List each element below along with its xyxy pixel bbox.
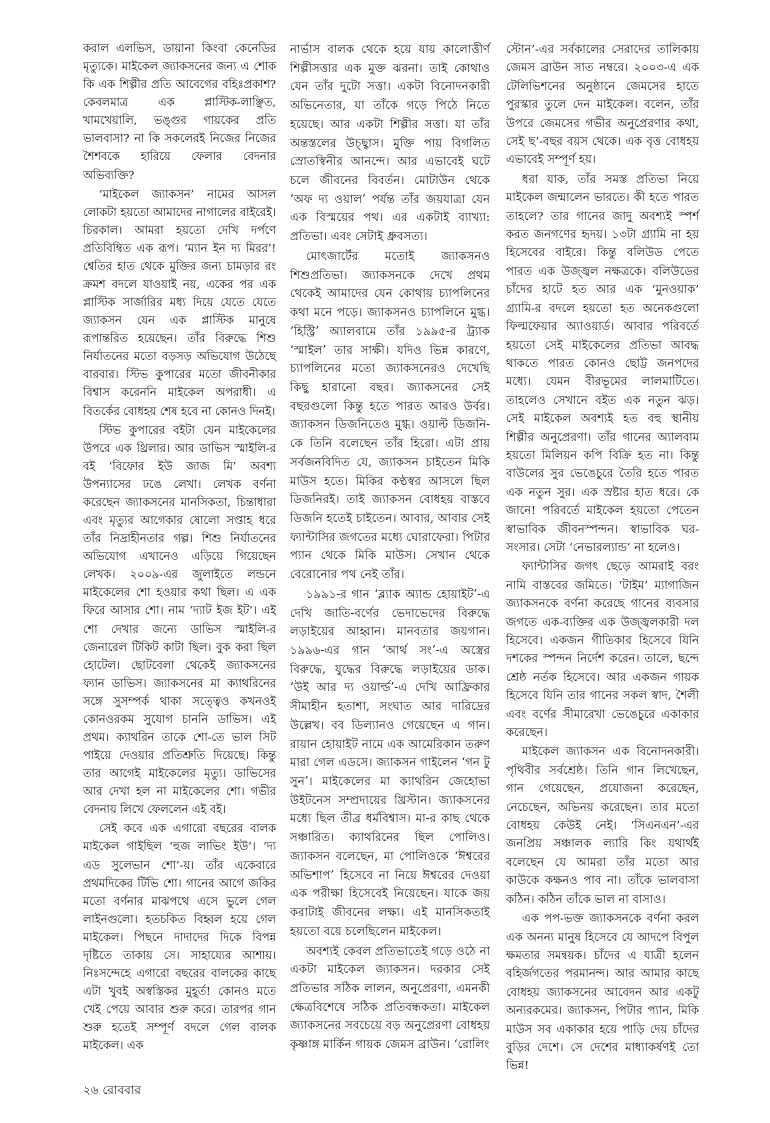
magazine-name: রোববার [102, 1083, 141, 1097]
paragraph: ধরা যাক, তাঁর সমস্ত প্রতিভা নিয়ে মাইকেল জন্মালেন ভারতে। কী হতে পারত তাহলে? তার গানের জাদু অবশ্যই স্পর্শ করত জনগণের হৃদয়। ১৩টা গ্র্যামি না হয় হিসেবের বাইরে। কিন্তু বলিউড পেতে পারত এক উজ্জ্বল নক্ষত্রকে। বলিউডের চাঁদের হাটে হত আর এক ‘মুনওয়াক’ গ্র্যামি-র বদলে হয়তো হত অনেকগুলো ফিল্মফেয়ার অ্যাওয়ার্ড। আবার পরিবর্তে হয়তো সেই মাইকেলের প্রতিভা আবদ্ধ থাকতে পারত কোনও ছোট্ট জনপদের মধ্যে। যেমন বীরভূমের লালমাটিতে। তাহলেও সেখানে বইত এক নতুন ঝড়। সেই মাইকেল অবশ্যই হত বহু স্থানীয় শিল্পীর অনুপ্রেরণা। তাঁর গানের অ্যালবাম হয়তো মিলিয়ন কপি বিক্রি হত না। কিন্তু বাউলের সুর ভেঙেচুরে তৈরি হতে পারত এক নতুন সুর। এক স্রষ্টার হাত ধরে। কে জানে! পরিবর্তে মাইকেল হয়তো পেতেন স্বাভাবিক জীবনস্পন্দন। স্বাভাবিক ঘর-সংসার। সেটা ‘নেভারল্যান্ড’ না হলেও। [506, 171, 699, 554]
paragraph: সেই কবে এক এগারো বছরের বালক মাইকেল গাইছিল ‘হুজ লাভিং ইউ’। ‘দ্য এড সুলেভান শো’-য়। তাঁর একেবারে প্রথমদিকের টিভি শো। গানের আগে জকির মতো বর্ণনার মাঝপথে এসে ভুলে গেল লাইনগুলো। হতচকিত বিহ্বল হয়ে গেল মাইকেল। পিছনে দাদাদের দিকে বিপন্ন দৃষ্টিতে তাকায় সে। সাহায্যের আশায়। নিঃসন্দেহে এগারো বছরের বালকের কাছে এটা খুবই অস্বস্তিকর মুহূর্ত! কোনও মতে খেই পেয়ে আবার শুরু করে। তারপর গান শুরু হতেই সম্পূর্ণ বদলে গেল বালক মাইকেল। এক [83, 822, 276, 1053]
paragraph: স্টোন’-এর সর্বকালের সেরাদের তালিকায় জেমস ব্রাউন সাত নম্বরে। ২০০৩-এ এক টেলিভিশনের অনুষ্ঠানে জেমসের হাতে পুরস্কার তুলে দেন মাইকেল। বলেন, তাঁর উপরে জেমসের গভীর অনুপ্রেরণার কথা, সেই ছ’-বছর বয়স থেকে। এক বৃত্ত বোধহয় এভাবেই সম্পূর্ণ হয়। [506, 42, 699, 167]
paragraph: ১৯৯১-র গান ‘ব্ল্যাক অ্যান্ড হোয়াইট’-এ দেখি জাতি-বর্ণের ভেদাভেদের বিরুদ্ধে লড়াইয়ের আহ্বান। মানবতার জয়গান। ১৯৯৬-এর গান ‘আর্থ সং’-এ অস্ত্রের বিরুদ্ধে, যুদ্ধের বিরুদ্ধে লড়াইয়ের ডাক। ‘উই আর দ্য ওয়ার্ল্ড’-এ দেখি আফ্রিকার সীমাহীন হতাশা, সংঘাত আর দারিদ্রের উল্লেখ। বব ডিল্যানও গেয়েছেন এ গান। রায়ান হোয়াইট নামে এক আমেরিকান তরুণ মারা গেল এডসে। জ্যাকসন গাইলেন ‘গন টু সুন’। মাইকেলের মা ক্যাথরিন জেহোভা উইটনেস সম্প্রদায়ের খ্রিস্টান। জ্যাকসনের মধ্যে ছিল তীব্র ধর্মবিশ্বাস। মা-র কাছ থেকে সঞ্চারিত। ক্যাথরিনের ছিল পোলিও। জ্যাকসন বলেছেন, মা পোলিওকে ‘ঈশ্বরের অভিশাপ’ হিসেবে না নিয়ে ঈশ্বরের দেওয়া এক পরীক্ষা হিসেবেই নিয়েছেন। যাকে জয় করাটাই জীবনের লক্ষ্য। এই মানসিকতাই হয়তো বয়ে চলেছিলেন মাইকেল। [290, 586, 490, 938]
paragraph: ‘মাইকেল জ্যাকসন’ নামের আসল লোকটা হয়তো আমাদের নাগালের বাইরেই। চিরকাল। আমরা হয়তো দেখি দর্পণে প্রতিবিম্বিত এক রূপ। ‘ম্যান ইন দ্য মিরর’! শ্বেতির হাত থেকে মুক্তির জন্য চামড়ার রং ক্রমশ বদলে যাওয়াই নয়, একের পর এক প্লাস্টিক সার্জারির মধ্য দিয়ে যেতে যেতে জ্যাকসন যেন এক প্লাস্টিক মানুষে রূপান্তরিত হয়েছেন। তাঁর বিরুদ্ধে শিশু নির্যাতনের মতো বড়সড় অভিযোগ উঠেছে বারবার। স্টিভ কুপারের মতো জীবনীকার বিশ্বাস করেননি মাইকেল অপরাধী। এ বিতর্কের বোধহয় শেষ হবে না কোনও দিনই। [83, 187, 276, 418]
page-footer [83, 1082, 141, 1102]
article-column-3 [506, 40, 699, 1075]
paragraph: এক পপ-ভক্ত জ্যাকসনকে বর্ণনা করল এক অনন্য মানুষ হিসেবে যে আদপে বিপুল ক্ষমতার সমন্বয়ক। চাঁদের এ যাত্রী হলেন বহির্জগতের পরমানন্দ। আর আমার কাছে বোধহয় জ্যাকসনের আবেদন আর একটু অন্যরকমের। জ্যাকসন, পিটার প্যান, মিকি মাউস সব একাকার হয়ে পাড়ি দেয় চাঁদের বুড়ির দেশে। সে দেশের মাধ্যাকর্ষণই তো ভিন্ন! [506, 911, 699, 1073]
paragraph: অবশ্যই কেবল প্রতিভাতেই গড়ে ওঠে না একটা মাইকেল জ্যাকসন। দরকার সেই প্রতিভার সঠিক লালন, অনুপ্রেরণা, এমনকী ক্ষেত্রবিশেষে সঠিক প্রতিবন্ধকতা। মাইকেল জ্যাকসনের সবচেয়ে বড় অনুপ্রেরণা বোধহয় কৃষ্ণাঙ্গ মার্কিন গায়ক জেমস ব্রাউন। ‘রোলিং [290, 943, 490, 1052]
paragraph: মাইকেল জ্যাকসন এক বিনোদনকারী। পৃথিবীর সর্বশ্রেষ্ঠ। তিনি গান লিখেছেন, গান গেয়েছেন, প্রযোজনা করেছেন, নেচেছেন, অভিনয় করেছেন। তার মতো বোধহয় কেউই নেই। ‘সিএনএন’-এর জনপ্রিয় সঞ্চালক ল্যারি কিং যথার্থই বলেছেন যে আমরা তাঁর মতো আর কাউকে কক্ষনও পাব না। তাঁকে ভালবাসা কঠিন। কঠিন তাঁকে ভাল না বাসাও। [506, 744, 699, 906]
article-column-2 [290, 40, 490, 1054]
paragraph: স্টিভ কুপারের বইটা যেন মাইকেলের উপরে এক থ্রিলার। আর ডাভিস স্মাইলি-র বই ‘বিফোর ইউ জাজ মি’ অবশ্য উপন্যাসের ঢঙে লেখা। লেখক বর্ণনা করেছেন জ্যাকসনের মানসিকতা, চিন্তাধারা এবং মৃত্যুর আগেকার ষোলো সপ্তাহ ধরে তাঁর নিদ্রাহীনতার গল্প। শিশু নির্যাতনের অভিযোগ এখানেও এড়িয়ে গিয়েছেন লেখক। ২০০৯-এর জুলাইতে লন্ডনে মাইকেলের শো হওয়ার কথা ছিল। এ এক ফিরে আসার শো। নাম ‘দ্যাট ইজ ইট’। এই শো দেখার জন্যে ডাভিস স্মাইলি-র জেনারেল টিকিট কাটা ছিল। বুক করা ছিল হোটেল। ছোটবেলা থেকেই জ্যাকসনের ফ্যান ডাভিস। জ্যাকসনের মা ক্যাথরিনের সঙ্গে সুসম্পর্ক থাকা সত্ত্বেও কখনওই কোনওরকম সুযোগ চাননি ডাভিস। এই প্রথম। ক্যাথরিন তাকে শো-তে ভাল সিট পাইয়ে দেওয়ার প্রতিশ্রুতি দিয়েছে। কিন্তু তার আগেই মাইকেলের মৃত্যু। ডাভিসের আর দেখা হল না মাইকেলের শো। গভীর বেদনায় লিখে ফেললেন এই বই। [83, 423, 276, 817]
paragraph: নার্ভাস বালক থেকে হয়ে যায় কালোত্তীর্ণ শিল্পীসত্তার এক মুক্ত ঝরনা। তাই কোথাও যেন তাঁর দুটো সত্তা। একটা বিনোদনকারী অভিনেতার, যা তাঁকে গড়ে পিঠে নিতে হয়েছে। আর একটা শিল্পীর সত্তা। যা তাঁর অন্তস্তলের উচ্ছ্বাস। মুক্তি পায় বিগলিত স্রোতস্বিনীর আনন্দে। আর এভাবেই ঘটে চলে জীবনের বিবর্তন। মোটাউন থেকে ‘অফ দ্য ওয়াল’ পর্যন্ত তাঁর জয়যাত্রা যেন এক বিস্ময়ের পথ। এর একটাই ব্যাখ্যা: প্রতিভা। এবং সেটাই ধ্রুবসত্য। [290, 42, 490, 244]
article-column-1 [83, 40, 276, 1055]
paragraph: ফ্যান্টাসির জগৎ ছেড়ে আমরাই বরং নামি বাস্তবের জমিতে। ‘টাইম’ ম্যাগাজিন জ্যাকসনকে বর্ণনা করেছে গানের ব্যবসার জগতে এক-ব্যক্তির এক উজ্জ্বলকারী দল হিসেবে। একজন গীতিকার হিসেবে যিনি দশকের স্পন্দন নির্দেশ করেন। তালে, ছন্দে শ্রেষ্ঠ নর্তক হিসেবে। আর একজন গায়ক হিসেবে যিনি তার গানের সকল স্বাদ, শৈলী এবং বর্ণের সীমারেখা ভেঙেচুরে একাকার করেছেন। [506, 559, 699, 740]
page-number: ২৬ [83, 1083, 99, 1097]
paragraph: মোৎজার্টের মতোই জ্যাকসনও শিশুপ্রতিভা। জ্যাকসনকে দেখে প্রথম থেকেই আমাদের যেন কোথায় চ্যাপলিনের কথা মনে পড়ে। জ্যাকসনও চ্যাপলিনে মুগ্ধ। ‘হিস্ট্রি’ অ্যালবামে তাঁর ১৯৯৫-র ট্র্যাক ‘স্মাইল’ তার সাক্ষী। যদিও ভিন্ন কারণে, চ্যাপলিনের মতো জ্যাকসনেরও দেখেছি কিছু হারানো বছর। জ্যাকসনের সেই বছরগুলো কিন্তু হতে পারত আরও উর্বর। জ্যাকসন ডিজনিতেও মুগ্ধ। ওয়াল্ট ডিজনি-কে তিনি বলেছেন তাঁর হিরো। এটা প্রায় সর্বজনবিদিত যে, জ্যাকসন চাইতেন মিকি মাউস হতে। মিকির কণ্ঠস্বর আসলে ছিল ডিজনিরই। তাই জ্যাকসন বোধহয় বাস্তবে ডিজনি হতেই চাইতেন। আবার, আবার সেই ফ্যান্টাসির জগতের মধ্যে ঘোরাফেরা। পিটার প্যান থেকে মিকি মাউস। সেখান থেকে বেরোনোর পথ নেই তাঁর। [290, 248, 490, 582]
paragraph: করাল এলভিস, ডায়ানা কিংবা কেনেডির মৃত্যুকে। মাইকেল জ্যাকসনের জন্য এ শোক কি এক শিল্পীর প্রতি আবেগের বহিঃপ্রকাশ? কেবলমাত্র এক প্লাস্টিক-লাঞ্ছিত, খামখেয়ালি, ভঙ্গুর গায়কের প্রতি ভালবাসা? না কি সকলেরই নিজের নিজের শৈশবকে হারিয়ে ফেলার বেদনার অভিব্যক্তি? [83, 42, 276, 182]
